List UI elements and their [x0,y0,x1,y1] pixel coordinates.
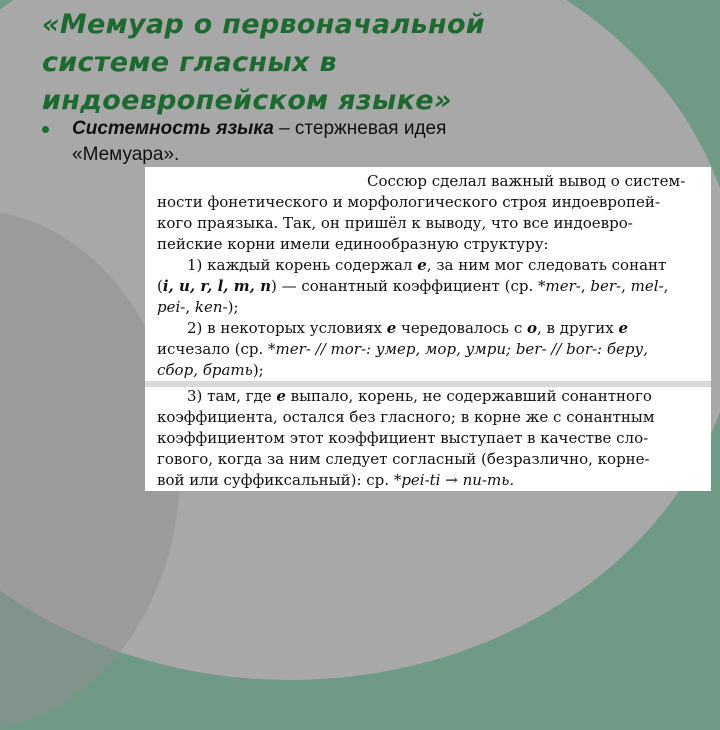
bullet-text [72,116,662,168]
bullet-marker [42,126,49,133]
scan-line: сбор, брать); [157,361,264,379]
scan-line: pei-, ken-); [157,298,239,316]
scan-line: Соссюр сделал важный вывод о систем- [367,172,686,190]
scan-line: исчезало (ср. *mer- // mor-: умер, мор, умри; ber- // bor-: беру, [157,340,648,358]
slide-title: «Мемуар о первоначальной системе гласных в индоевропейском языке» [42,9,486,116]
scan-paragraph-4 [157,386,699,491]
scan-line: 2) в некоторых условиях e чередовалось с o, в других e [187,319,629,337]
scanned-text-image [145,167,711,491]
bullet-item [42,116,662,168]
scan-paragraph-3 [157,318,699,381]
scan-paragraph-2 [157,255,699,318]
scan-line: ности фонетического и морфологического строя индоевропей- [157,193,660,211]
bullet-rest-1: – стержневая идея [273,118,447,139]
scan-line: кого праязыка. Так, он пришёл к выводу, что все индоевро- [157,214,633,232]
scan-separator [145,381,711,387]
bullet-term: Системность языка [72,118,274,139]
scan-line: коэффициента, остался без гласного; в корне же с сонантным [157,408,655,426]
bullet-rest-2: «Мемуара». [72,144,180,165]
scan-line: 1) каждый корень содержал e, за ним мог следовать сонант [187,256,667,274]
scan-line: гового, когда за ним следует согласный (безразлично, корне- [157,450,650,468]
scan-line: (i, u, r, l, m, n) — сонантный коэффициент (ср. *mer-, ber-, mel-, [157,277,669,295]
scan-line: коэффициентом этот коэффициент выступает в качестве сло- [157,429,649,447]
scan-line: вой или суффиксальный): ср. *pei-ti → пи-ть. [157,471,515,489]
scan-line: пейские корни имели единообразную структуру: [157,235,549,253]
scan-line: 3) там, где e выпало, корень, не содержавший сонантного [187,387,652,405]
scan-paragraph-1 [157,171,699,255]
